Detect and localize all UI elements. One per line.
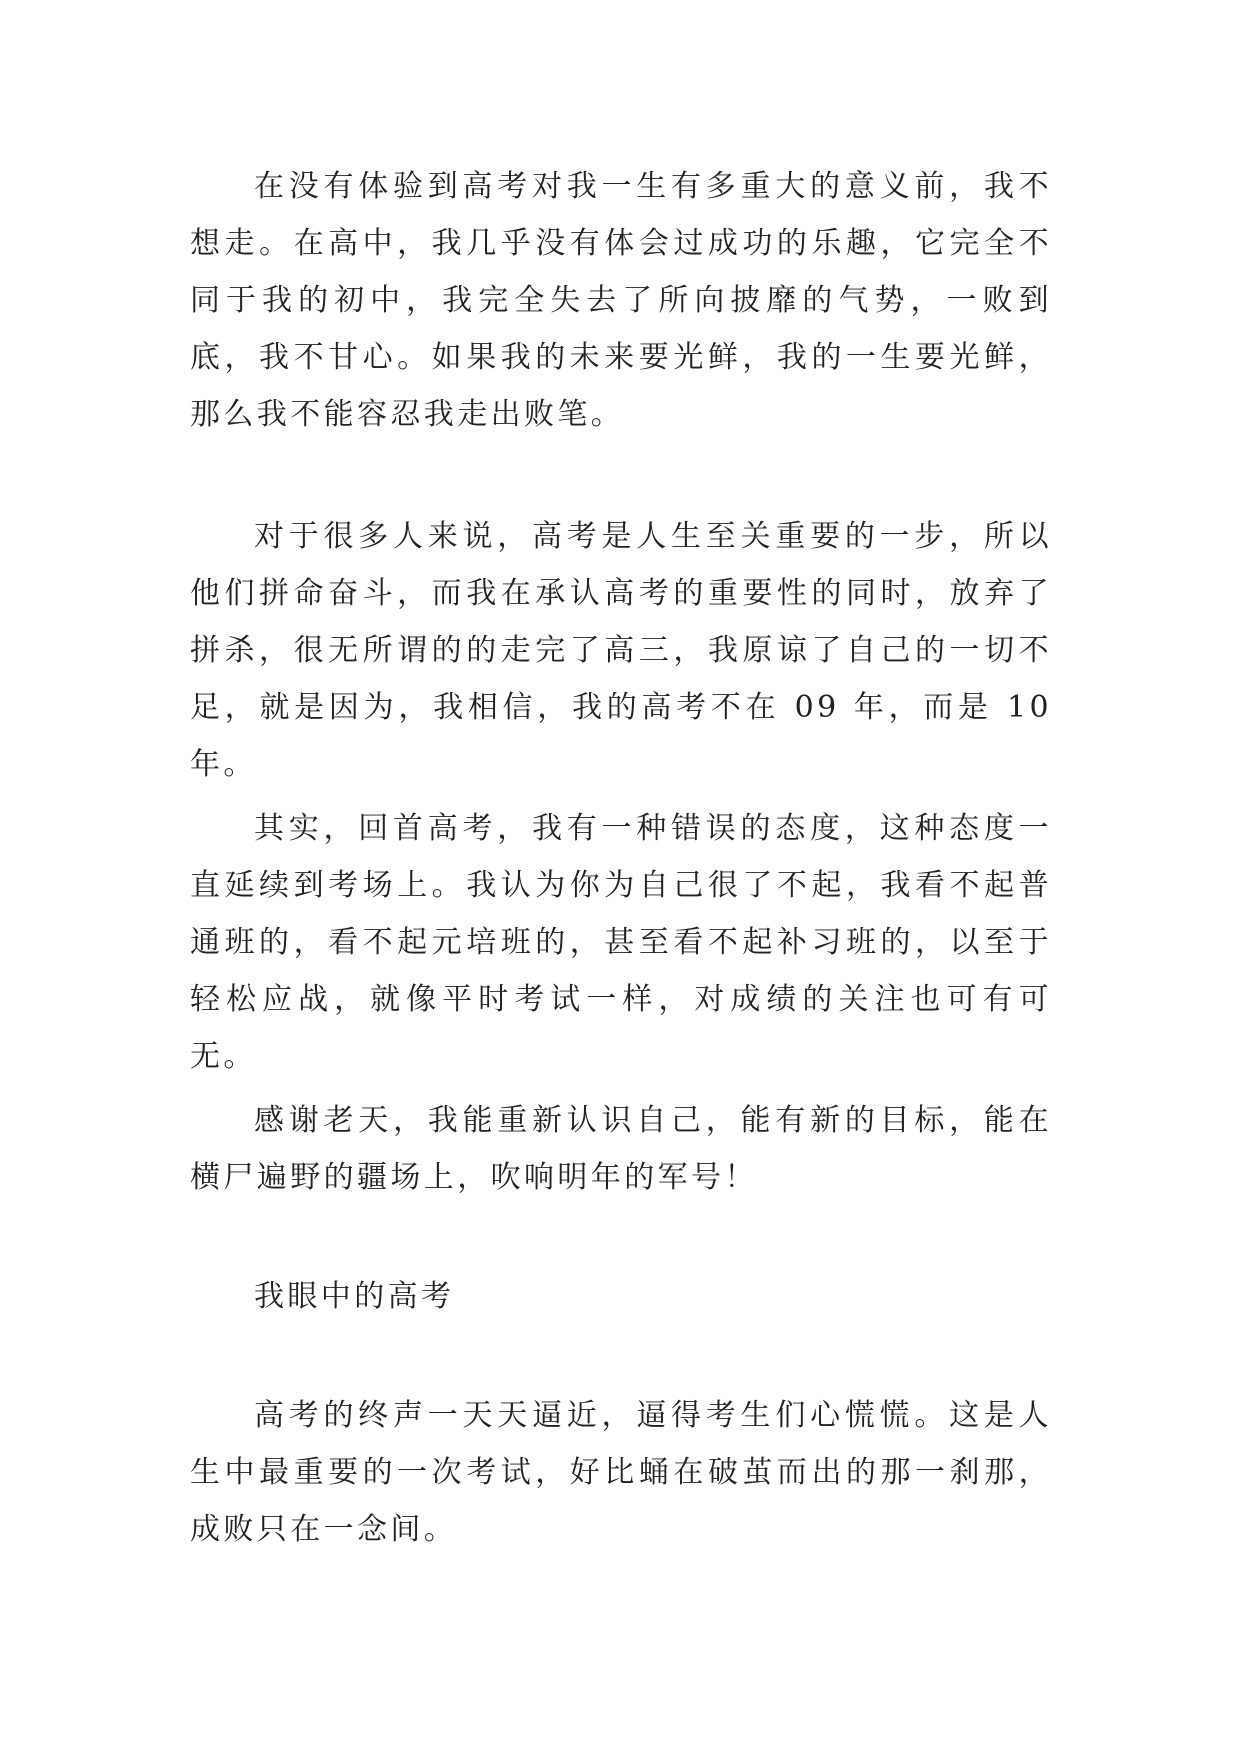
paragraph-6: 高考的终声一天天逼近，逼得考生们心慌慌。这是人生中最重要的一次考试，好比蛹在破茧而出的那一刹那，成败只在一念间。: [190, 1398, 1052, 1547]
paragraph-2: 对于很多人来说，高考是人生至关重要的一步，所以他们拼命奋斗，而我在承认高考的重要性的同时，放弃了拼杀，很无所谓的的走完了高三，我原谅了自己的一切不足，就是因为，我相信，我的高考不在 09 年，而是 10 年。: [190, 519, 1052, 782]
paragraph-4: 感谢老天，我能重新认识自己，能有新的目标，能在横尸遍野的疆场上，吹响明年的军号！: [190, 1103, 1052, 1195]
paragraph-3: 其实，回首高考，我有一种错误的态度，这种态度一直延续到考场上。我认为你为自己很了不起，我看不起普通班的，看不起元培班的，甚至看不起补习班的，以至于轻松应战，就像平时考试一样，对成绩的关注也可有可无。: [190, 811, 1052, 1074]
section-heading: 我眼中的高考: [254, 1279, 455, 1314]
paragraph-1: 在没有体验到高考对我一生有多重大的意义前，我不想走。在高中，我几乎没有体会过成功的乐趣，它完全不同于我的初中，我完全失去了所向披靡的气势，一败到底，我不甘心。如果我的未来要光鲜，我的一生要光鲜，那么我不能容忍我走出败笔。: [190, 169, 1052, 432]
